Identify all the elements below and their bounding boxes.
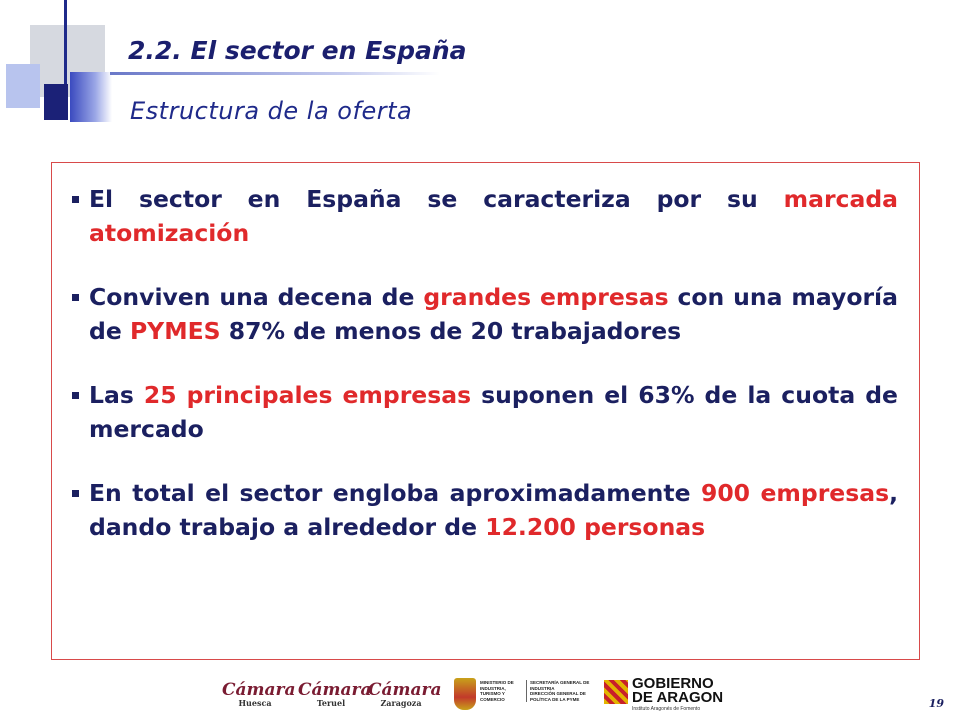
decor-gradient-block: [70, 72, 112, 122]
bullet-text: Conviven una decena de: [89, 283, 424, 311]
page-number: 19: [928, 697, 944, 710]
camara-teruel-logo: Cámara Teruel: [298, 680, 372, 708]
decor-navy-block: [44, 84, 64, 120]
bullet-text: Las: [89, 381, 144, 409]
ministerio-secretaria: [526, 680, 594, 702]
bullet-item: [72, 280, 898, 348]
highlighted-text: 900 empresas: [700, 479, 890, 507]
coat-of-arms-icon: [454, 678, 476, 710]
bullet-item: [72, 378, 898, 446]
highlighted-text: 25 principales empresas: [143, 381, 472, 409]
ministerio-logo: [454, 676, 594, 714]
secretaria-label: SECRETARÍA GENERAL DE INDUSTRIA: [530, 680, 590, 691]
bullet-text: El sector en España se caracteriza por su: [89, 185, 784, 213]
decor-light-blue-block: [6, 64, 40, 108]
decor-navy-strip: [64, 84, 68, 120]
bullet-list: [72, 182, 898, 574]
slide-title: 2.2. El sector en España: [128, 36, 467, 65]
footer-logos: [0, 672, 960, 720]
bullet-square-icon: [72, 294, 79, 301]
bullet-item: [72, 182, 898, 250]
bullet-text: En total el sector engloba aproximadamente: [89, 479, 701, 507]
bullet-item: [72, 476, 898, 544]
bullet-text: , dando trabajo a alrededor de: [89, 479, 899, 541]
highlighted-text: PYMES: [129, 317, 221, 345]
bullet-square-icon: [72, 490, 79, 497]
iaf-label: Instituto Aragonés de Fomento: [632, 706, 701, 712]
bullet-text: suponen el 63% de la cuota de mercado: [89, 381, 898, 443]
camara-huesca-logo: Cámara Huesca: [222, 680, 296, 708]
bullet-text: con una mayoría de: [89, 283, 898, 345]
slide-subtitle: Estructura de la oferta: [130, 97, 413, 125]
ministerio-name: MINISTERIO DE INDUSTRIA, TURISMO Y COMERCIO: [480, 680, 514, 702]
highlighted-text: 12.200 personas: [485, 513, 706, 541]
bullet-text: 87% de menos de 20 trabajadores: [220, 317, 682, 345]
aragon-flag-icon: [604, 680, 628, 704]
highlighted-text: marcada atomización: [89, 185, 898, 247]
gobierno-aragon-logo: GOBIERNO DE ARAGON: [632, 675, 724, 706]
camara-zaragoza-logo: Cámara Zaragoza: [368, 680, 442, 708]
highlighted-text: grandes empresas: [423, 283, 669, 311]
bullet-square-icon: [72, 392, 79, 399]
bullet-square-icon: [72, 196, 79, 203]
decor-title-underline: [110, 72, 440, 75]
direccion-label: DIRECCIÓN GENERAL DE POLÍTICA DE LA PYME: [530, 691, 586, 702]
